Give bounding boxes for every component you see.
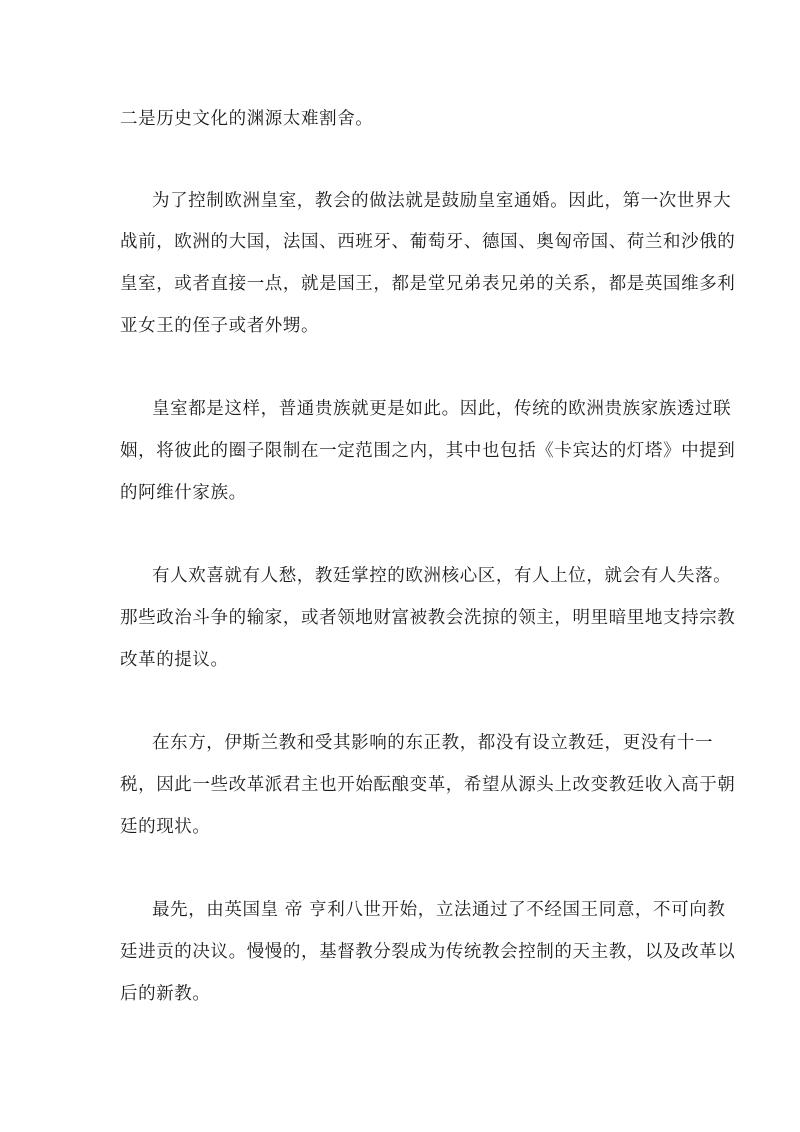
paragraph-3-line-2: 姻，将彼此的圈子限制在一定范围之内，其中也包括《卡宾达的灯塔》中提到 — [120, 441, 736, 461]
paragraph-1-line-1: 二是历史文化的渊源太难割舍。 — [120, 109, 374, 129]
paragraph-2-line-4: 亚女王的侄子或者外甥。 — [120, 316, 320, 336]
paragraph-5-line-1: 在东方，伊斯兰教和受其影响的东正教，都没有设立教廷，更没有十一 — [152, 733, 714, 753]
paragraph-4-line-2: 那些政治斗争的输家，或者领地财富被教会洗掠的领主，明里暗里地支持宗教 — [120, 608, 736, 628]
paragraph-6-line-3: 后的新教。 — [120, 984, 211, 1004]
paragraph-2-line-1: 为了控制欧洲皇室，教会的做法就是鼓励皇室通婚。因此，第一次世界大 — [152, 191, 732, 211]
paragraph-4-line-1: 有人欢喜就有人愁，教廷掌控的欧洲核心区，有人上位，就会有人失落。 — [152, 566, 732, 586]
paragraph-6-line-1: 最先，由英国皇 帝 亨利八世开始，立法通过了不经国王同意，不可向教 — [152, 900, 726, 920]
paragraph-5-line-2: 税，因此一些改革派君主也开始酝酿变革，希望从源头上改变教廷收入高于朝 — [120, 775, 736, 795]
paragraph-2-line-3: 皇室，或者直接一点，就是国王，都是堂兄弟表兄弟的关系，都是英国维多利 — [120, 274, 736, 294]
paragraph-3-line-3: 的阿维什家族。 — [120, 483, 247, 503]
paragraph-2-line-2: 战前，欧洲的大国，法国、西班牙、葡萄牙、德国、奥匈帝国、荷兰和沙俄的 — [120, 232, 736, 252]
paragraph-3-line-1: 皇室都是这样，普通贵族就更是如此。因此，传统的欧洲贵族家族透过联 — [152, 399, 732, 419]
paragraph-4-line-3: 改革的提议。 — [120, 650, 229, 670]
paragraph-6-line-2: 廷进贡的决议。慢慢的，基督教分裂成为传统教会控制的天主教，以及改革以 — [120, 942, 736, 962]
paragraph-5-line-3: 廷的现状。 — [120, 817, 211, 837]
